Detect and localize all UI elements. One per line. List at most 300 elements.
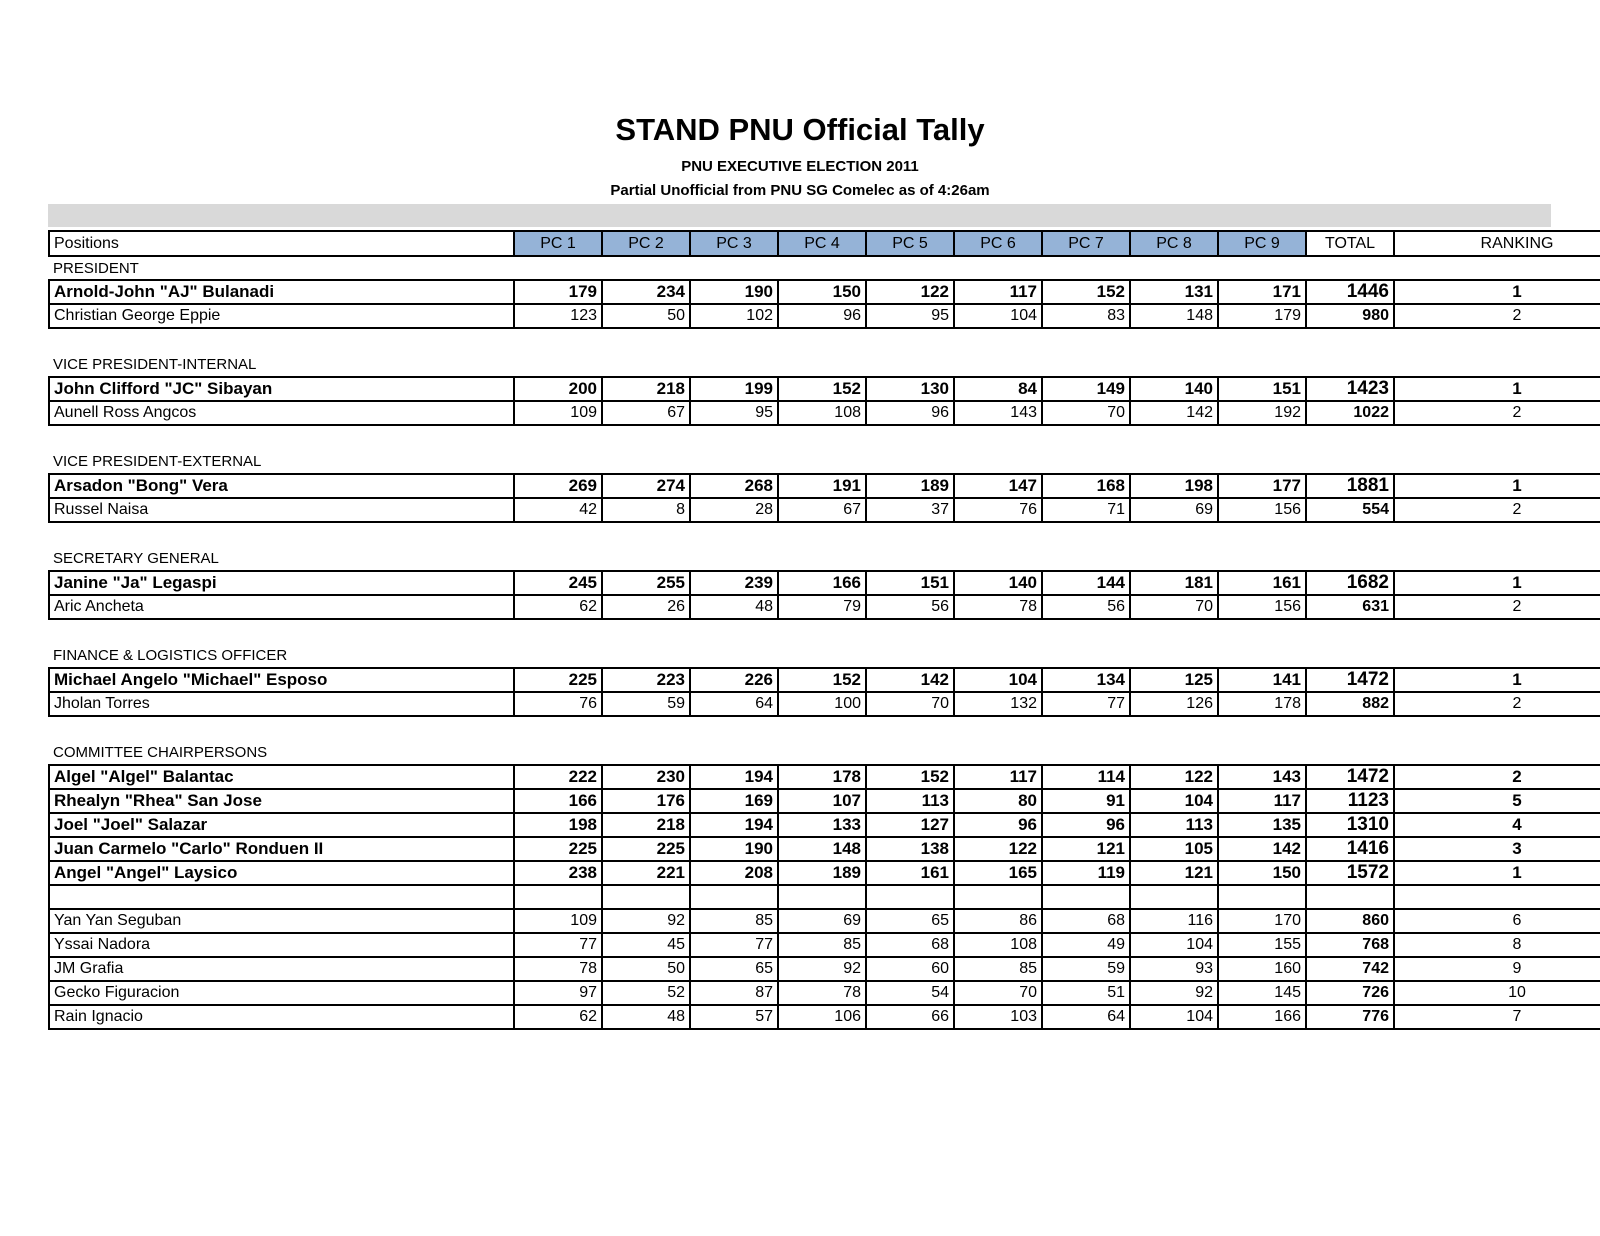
- total-votes: 980: [1306, 304, 1394, 328]
- pc8-votes: 113: [1130, 813, 1218, 837]
- pc3-votes: 87: [690, 981, 778, 1005]
- pc9-votes: 166: [1218, 1005, 1306, 1029]
- pc1-votes: 77: [514, 933, 602, 957]
- pc3-votes: 194: [690, 765, 778, 789]
- ranking: 2: [1394, 401, 1600, 425]
- candidate-name: Angel "Angel" Laysico: [49, 861, 514, 885]
- pc3-votes: 28: [690, 498, 778, 522]
- pc1-votes: 222: [514, 765, 602, 789]
- ranking: 7: [1394, 1005, 1600, 1029]
- ranking: 1: [1394, 861, 1600, 885]
- pc2-votes: 230: [602, 765, 690, 789]
- pc3-votes: 194: [690, 813, 778, 837]
- blank-row: [49, 885, 1600, 909]
- pc7-votes: 144: [1042, 571, 1130, 595]
- header-pc8: PC 8: [1130, 231, 1218, 256]
- pc7-votes: 168: [1042, 474, 1130, 498]
- tally-table: [48, 230, 1600, 1030]
- pc8-votes: 92: [1130, 981, 1218, 1005]
- pc4-votes: 178: [778, 765, 866, 789]
- pc9-votes: 155: [1218, 933, 1306, 957]
- pc9-votes: 150: [1218, 861, 1306, 885]
- pc4-votes: 166: [778, 571, 866, 595]
- section-row: [49, 547, 1600, 571]
- pc7-votes: 91: [1042, 789, 1130, 813]
- pc1-votes: 109: [514, 909, 602, 933]
- header-ranking: RANKING: [1394, 231, 1600, 256]
- pc9-votes: 141: [1218, 668, 1306, 692]
- pc2-votes: 50: [602, 304, 690, 328]
- tally-body: [49, 231, 1600, 1029]
- pc1-votes: 166: [514, 789, 602, 813]
- pc5-votes: 96: [866, 401, 954, 425]
- pc1-votes: 225: [514, 668, 602, 692]
- spacer-row: [49, 522, 1600, 547]
- pc7-votes: 121: [1042, 837, 1130, 861]
- header-pc6: PC 6: [954, 231, 1042, 256]
- total-votes: 860: [1306, 909, 1394, 933]
- pc5-votes: 189: [866, 474, 954, 498]
- ranking: 2: [1394, 304, 1600, 328]
- pc9-votes: 178: [1218, 692, 1306, 716]
- candidate-name: Gecko Figuracion: [49, 981, 514, 1005]
- pc1-votes: 123: [514, 304, 602, 328]
- pc7-votes: 134: [1042, 668, 1130, 692]
- candidate-row: [49, 861, 1600, 885]
- pc5-votes: 68: [866, 933, 954, 957]
- pc8-votes: 121: [1130, 861, 1218, 885]
- pc4-votes: 79: [778, 595, 866, 619]
- pc8-votes: 104: [1130, 933, 1218, 957]
- candidate-row: [49, 668, 1600, 692]
- candidate-row: [49, 595, 1600, 619]
- spacer-cell: [49, 716, 1600, 741]
- pc7-votes: 71: [1042, 498, 1130, 522]
- pc6-votes: 165: [954, 861, 1042, 885]
- total-votes: 554: [1306, 498, 1394, 522]
- pc7-votes: 149: [1042, 377, 1130, 401]
- pc9-votes: 160: [1218, 957, 1306, 981]
- pc6-votes: 140: [954, 571, 1042, 595]
- pc6-votes: 70: [954, 981, 1042, 1005]
- pc4-votes: 191: [778, 474, 866, 498]
- spacer-cell: [49, 328, 1600, 353]
- pc3-votes: 102: [690, 304, 778, 328]
- total-votes: 768: [1306, 933, 1394, 957]
- total-votes: 1472: [1306, 668, 1394, 692]
- pc1-votes: 198: [514, 813, 602, 837]
- pc4-votes: 150: [778, 280, 866, 304]
- pc4-votes: 108: [778, 401, 866, 425]
- pc8-votes: 104: [1130, 1005, 1218, 1029]
- total-votes: 1022: [1306, 401, 1394, 425]
- candidate-name: Arsadon "Bong" Vera: [49, 474, 514, 498]
- page-title: STAND PNU Official Tally: [615, 112, 985, 147]
- pc4-votes: 92: [778, 957, 866, 981]
- pc3-votes: 226: [690, 668, 778, 692]
- ranking: 10: [1394, 981, 1600, 1005]
- pc3-votes: 77: [690, 933, 778, 957]
- pc8-votes: 69: [1130, 498, 1218, 522]
- blank-cell: [866, 885, 954, 909]
- pc4-votes: 152: [778, 377, 866, 401]
- pc1-votes: 200: [514, 377, 602, 401]
- pc4-votes: 85: [778, 933, 866, 957]
- pc5-votes: 95: [866, 304, 954, 328]
- candidate-row: [49, 692, 1600, 716]
- pc6-votes: 122: [954, 837, 1042, 861]
- header-pc7: PC 7: [1042, 231, 1130, 256]
- pc2-votes: 223: [602, 668, 690, 692]
- pc1-votes: 62: [514, 595, 602, 619]
- pc5-votes: 60: [866, 957, 954, 981]
- ranking: 5: [1394, 789, 1600, 813]
- spacer-row: [49, 328, 1600, 353]
- candidate-name: Rain Ignacio: [49, 1005, 514, 1029]
- pc8-votes: 198: [1130, 474, 1218, 498]
- pc9-votes: 171: [1218, 280, 1306, 304]
- candidate-name: Jholan Torres: [49, 692, 514, 716]
- header-pc2: PC 2: [602, 231, 690, 256]
- candidate-row: [49, 837, 1600, 861]
- pc2-votes: 218: [602, 813, 690, 837]
- candidate-name: Rhealyn "Rhea" San Jose: [49, 789, 514, 813]
- pc8-votes: 126: [1130, 692, 1218, 716]
- pc6-votes: 104: [954, 304, 1042, 328]
- pc1-votes: 78: [514, 957, 602, 981]
- pc1-votes: 76: [514, 692, 602, 716]
- pc2-votes: 50: [602, 957, 690, 981]
- section-row: [49, 256, 1600, 280]
- candidate-row: [49, 813, 1600, 837]
- pc9-votes: 192: [1218, 401, 1306, 425]
- candidate-name: JM Grafia: [49, 957, 514, 981]
- header-pc1: PC 1: [514, 231, 602, 256]
- pc5-votes: 56: [866, 595, 954, 619]
- spacer-cell: [49, 425, 1600, 450]
- pc6-votes: 85: [954, 957, 1042, 981]
- ranking: 1: [1394, 474, 1600, 498]
- candidate-row: [49, 909, 1600, 933]
- total-votes: 1423: [1306, 377, 1394, 401]
- candidate-name: Christian George Eppie: [49, 304, 514, 328]
- pc6-votes: 132: [954, 692, 1042, 716]
- pc5-votes: 142: [866, 668, 954, 692]
- pc4-votes: 96: [778, 304, 866, 328]
- pc8-votes: 93: [1130, 957, 1218, 981]
- pc9-votes: 170: [1218, 909, 1306, 933]
- pc6-votes: 76: [954, 498, 1042, 522]
- pc6-votes: 96: [954, 813, 1042, 837]
- ranking: 4: [1394, 813, 1600, 837]
- pc6-votes: 104: [954, 668, 1042, 692]
- pc8-votes: 122: [1130, 765, 1218, 789]
- pc5-votes: 127: [866, 813, 954, 837]
- candidate-name: Yssai Nadora: [49, 933, 514, 957]
- total-votes: 882: [1306, 692, 1394, 716]
- pc2-votes: 67: [602, 401, 690, 425]
- pc5-votes: 130: [866, 377, 954, 401]
- blank-cell: [1306, 885, 1394, 909]
- pc5-votes: 152: [866, 765, 954, 789]
- pc8-votes: 181: [1130, 571, 1218, 595]
- pc4-votes: 152: [778, 668, 866, 692]
- pc1-votes: 238: [514, 861, 602, 885]
- pc5-votes: 66: [866, 1005, 954, 1029]
- blank-cell: [690, 885, 778, 909]
- candidate-row: [49, 981, 1600, 1005]
- ranking: 1: [1394, 280, 1600, 304]
- pc2-votes: 255: [602, 571, 690, 595]
- pc2-votes: 234: [602, 280, 690, 304]
- pc3-votes: 190: [690, 280, 778, 304]
- pc7-votes: 83: [1042, 304, 1130, 328]
- pc2-votes: 26: [602, 595, 690, 619]
- pc6-votes: 86: [954, 909, 1042, 933]
- header-pc5: PC 5: [866, 231, 954, 256]
- total-votes: 1572: [1306, 861, 1394, 885]
- election-subtitle: PNU EXECUTIVE ELECTION 2011: [681, 158, 919, 175]
- pc8-votes: 105: [1130, 837, 1218, 861]
- section-title: PRESIDENT: [53, 259, 139, 277]
- pc3-votes: 239: [690, 571, 778, 595]
- pc4-votes: 107: [778, 789, 866, 813]
- ranking: 2: [1394, 765, 1600, 789]
- pc4-votes: 100: [778, 692, 866, 716]
- blank-cell: [1394, 885, 1600, 909]
- ranking: 9: [1394, 957, 1600, 981]
- pc3-votes: 48: [690, 595, 778, 619]
- pc1-votes: 225: [514, 837, 602, 861]
- pc8-votes: 148: [1130, 304, 1218, 328]
- candidate-row: [49, 280, 1600, 304]
- pc1-votes: 97: [514, 981, 602, 1005]
- pc9-votes: 143: [1218, 765, 1306, 789]
- pc9-votes: 156: [1218, 498, 1306, 522]
- candidate-row: [49, 789, 1600, 813]
- candidate-row: [49, 401, 1600, 425]
- pc9-votes: 156: [1218, 595, 1306, 619]
- source-note: Partial Unofficial from PNU SG Comelec as of 4:26am: [610, 182, 990, 199]
- candidate-name: Yan Yan Seguban: [49, 909, 514, 933]
- pc4-votes: 67: [778, 498, 866, 522]
- candidate-row: [49, 377, 1600, 401]
- candidate-row: [49, 304, 1600, 328]
- spacer-row: [49, 619, 1600, 644]
- spacer-cell: [49, 619, 1600, 644]
- spacer-row: [49, 425, 1600, 450]
- candidate-row: [49, 765, 1600, 789]
- pc4-votes: 148: [778, 837, 866, 861]
- pc3-votes: 268: [690, 474, 778, 498]
- pc7-votes: 70: [1042, 401, 1130, 425]
- pc2-votes: 225: [602, 837, 690, 861]
- spacer-row: [49, 716, 1600, 741]
- blank-cell: [1042, 885, 1130, 909]
- ranking: 8: [1394, 933, 1600, 957]
- pc8-votes: 142: [1130, 401, 1218, 425]
- pc5-votes: 37: [866, 498, 954, 522]
- section-title: COMMITTEE CHAIRPERSONS: [53, 744, 268, 761]
- ranking: 2: [1394, 498, 1600, 522]
- total-votes: 726: [1306, 981, 1394, 1005]
- pc2-votes: 221: [602, 861, 690, 885]
- pc9-votes: 135: [1218, 813, 1306, 837]
- total-votes: 1881: [1306, 474, 1394, 498]
- candidate-row: [49, 571, 1600, 595]
- candidate-name: Janine "Ja" Legaspi: [49, 571, 514, 595]
- candidate-row: [49, 933, 1600, 957]
- candidate-name: Aunell Ross Angcos: [49, 401, 514, 425]
- pc1-votes: 269: [514, 474, 602, 498]
- header-band: [48, 204, 1551, 227]
- pc5-votes: 122: [866, 280, 954, 304]
- blank-cell: [1130, 885, 1218, 909]
- pc2-votes: 48: [602, 1005, 690, 1029]
- pc7-votes: 77: [1042, 692, 1130, 716]
- pc2-votes: 59: [602, 692, 690, 716]
- pc6-votes: 143: [954, 401, 1042, 425]
- total-votes: 1682: [1306, 571, 1394, 595]
- pc2-votes: 92: [602, 909, 690, 933]
- pc1-votes: 179: [514, 280, 602, 304]
- pc8-votes: 125: [1130, 668, 1218, 692]
- pc1-votes: 109: [514, 401, 602, 425]
- pc7-votes: 59: [1042, 957, 1130, 981]
- pc2-votes: 176: [602, 789, 690, 813]
- pc1-votes: 42: [514, 498, 602, 522]
- pc3-votes: 65: [690, 957, 778, 981]
- pc6-votes: 108: [954, 933, 1042, 957]
- candidate-row: [49, 1005, 1600, 1029]
- blank-cell: [602, 885, 690, 909]
- pc2-votes: 274: [602, 474, 690, 498]
- candidate-name: Juan Carmelo "Carlo" Ronduen II: [49, 837, 514, 861]
- header-pc3: PC 3: [690, 231, 778, 256]
- header-positions: Positions: [49, 231, 514, 256]
- pc1-votes: 245: [514, 571, 602, 595]
- blank-cell: [1218, 885, 1306, 909]
- pc4-votes: 133: [778, 813, 866, 837]
- total-votes: 1310: [1306, 813, 1394, 837]
- pc2-votes: 52: [602, 981, 690, 1005]
- pc3-votes: 208: [690, 861, 778, 885]
- pc4-votes: 69: [778, 909, 866, 933]
- header-row: [49, 231, 1600, 256]
- total-votes: 1123: [1306, 789, 1394, 813]
- pc9-votes: 161: [1218, 571, 1306, 595]
- pc8-votes: 140: [1130, 377, 1218, 401]
- pc1-votes: 62: [514, 1005, 602, 1029]
- pc5-votes: 151: [866, 571, 954, 595]
- pc3-votes: 95: [690, 401, 778, 425]
- pc2-votes: 8: [602, 498, 690, 522]
- pc5-votes: 54: [866, 981, 954, 1005]
- pc3-votes: 169: [690, 789, 778, 813]
- header-total: TOTAL: [1306, 231, 1394, 256]
- total-votes: 1472: [1306, 765, 1394, 789]
- total-votes: 631: [1306, 595, 1394, 619]
- section-title: SECRETARY GENERAL: [53, 550, 219, 567]
- ranking: 3: [1394, 837, 1600, 861]
- pc9-votes: 179: [1218, 304, 1306, 328]
- pc7-votes: 64: [1042, 1005, 1130, 1029]
- pc7-votes: 96: [1042, 813, 1130, 837]
- candidate-name: Michael Angelo "Michael" Esposo: [49, 668, 514, 692]
- pc7-votes: 56: [1042, 595, 1130, 619]
- pc6-votes: 117: [954, 765, 1042, 789]
- pc9-votes: 151: [1218, 377, 1306, 401]
- pc6-votes: 84: [954, 377, 1042, 401]
- header-pc9: PC 9: [1218, 231, 1306, 256]
- pc7-votes: 114: [1042, 765, 1130, 789]
- ranking: 2: [1394, 692, 1600, 716]
- section-row: [49, 450, 1600, 474]
- candidate-name: Arnold-John "AJ" Bulanadi: [49, 280, 514, 304]
- pc5-votes: 161: [866, 861, 954, 885]
- blank-cell: [778, 885, 866, 909]
- pc7-votes: 68: [1042, 909, 1130, 933]
- pc7-votes: 119: [1042, 861, 1130, 885]
- pc5-votes: 113: [866, 789, 954, 813]
- total-votes: 776: [1306, 1005, 1394, 1029]
- spacer-cell: [49, 522, 1600, 547]
- blank-cell: [514, 885, 602, 909]
- pc8-votes: 70: [1130, 595, 1218, 619]
- pc9-votes: 117: [1218, 789, 1306, 813]
- pc8-votes: 116: [1130, 909, 1218, 933]
- total-votes: 1416: [1306, 837, 1394, 861]
- pc2-votes: 218: [602, 377, 690, 401]
- total-votes: 742: [1306, 957, 1394, 981]
- candidate-row: [49, 957, 1600, 981]
- candidate-name: Aric Ancheta: [49, 595, 514, 619]
- pc6-votes: 78: [954, 595, 1042, 619]
- pc3-votes: 64: [690, 692, 778, 716]
- total-votes: 1446: [1306, 280, 1394, 304]
- pc7-votes: 49: [1042, 933, 1130, 957]
- pc4-votes: 106: [778, 1005, 866, 1029]
- pc9-votes: 142: [1218, 837, 1306, 861]
- section-title: VICE PRESIDENT-INTERNAL: [53, 356, 257, 373]
- pc4-votes: 189: [778, 861, 866, 885]
- pc2-votes: 45: [602, 933, 690, 957]
- pc6-votes: 80: [954, 789, 1042, 813]
- section-row: [49, 644, 1600, 668]
- section-row: [49, 353, 1600, 377]
- ranking: 1: [1394, 571, 1600, 595]
- candidate-row: [49, 474, 1600, 498]
- candidate-row: [49, 498, 1600, 522]
- ranking: 1: [1394, 377, 1600, 401]
- pc5-votes: 65: [866, 909, 954, 933]
- candidate-name: Joel "Joel" Salazar: [49, 813, 514, 837]
- section-title: FINANCE & LOGISTICS OFFICER: [53, 647, 288, 664]
- pc6-votes: 103: [954, 1005, 1042, 1029]
- pc8-votes: 131: [1130, 280, 1218, 304]
- candidate-name: Russel Naisa: [49, 498, 514, 522]
- blank-cell: [49, 885, 514, 909]
- pc3-votes: 85: [690, 909, 778, 933]
- pc5-votes: 138: [866, 837, 954, 861]
- pc7-votes: 152: [1042, 280, 1130, 304]
- pc4-votes: 78: [778, 981, 866, 1005]
- pc3-votes: 190: [690, 837, 778, 861]
- pc5-votes: 70: [866, 692, 954, 716]
- pc3-votes: 199: [690, 377, 778, 401]
- pc7-votes: 51: [1042, 981, 1130, 1005]
- ranking: 2: [1394, 595, 1600, 619]
